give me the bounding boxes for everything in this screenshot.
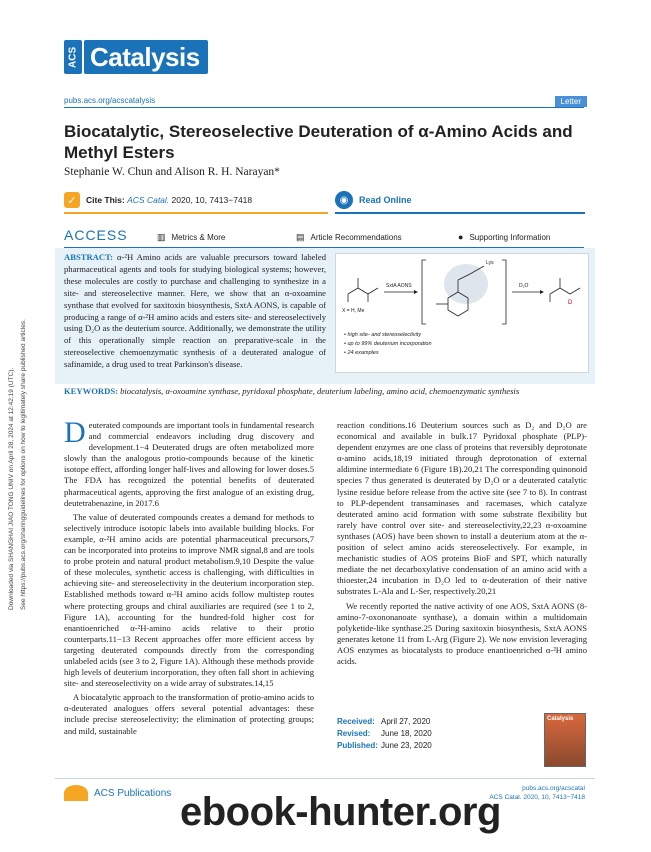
access-bar xyxy=(64,227,584,248)
cite-journal[interactable]: ACS Catal. xyxy=(127,195,170,205)
toc-x-label: X = H, Me xyxy=(342,308,365,314)
logo-journal-name: Catalysis xyxy=(84,40,208,74)
download-side-note xyxy=(4,230,44,610)
toc-reagent-label: D₂O xyxy=(519,283,529,289)
publisher-name: ACS Publications xyxy=(94,787,172,799)
keywords xyxy=(64,386,594,396)
toc-bullet-1: • high site- and stereoselectivity xyxy=(344,332,422,338)
drop-cap: D xyxy=(64,416,86,449)
paragraph-3: A biocatalytic approach to the transformation of protio-amino acids to α-deuterated analogues offers several potential advantages: these include precise stereoselectivity; the elimination of protecting groups; and mild, sustainable xyxy=(64,692,314,736)
paragraph-1 xyxy=(64,416,314,509)
footer-url[interactable]: pubs.acs.org/acscatal xyxy=(522,785,585,792)
product-structure xyxy=(550,278,580,302)
published-label: Published: xyxy=(337,741,378,750)
abstract-body: α-²H Amino acids are valuable precursors toward labeled pharmaceutical agents and tools for studying biological systems; however, these molecules are costly to purchase and challenging to synthesize in a site- and stereoselective manner. Here, we show that an α-oxoamine synthase that evolved for saxitoxin biosynthesis, SxtA AONS, is capable of producing a range of α-²H amino acids and esters site- and stereoselectively using D₂O as the deuterium source. Additionally, we demonstrate the utility of this operationally simple reaction on preparative-scale in the stereoselective chemoenzymatic synthesis of a deuterated analogue of safinamide, a drug used to treat Parkinson's disease. xyxy=(64,252,326,370)
cover-title: Catalysis xyxy=(547,716,574,722)
si-icon: ● xyxy=(458,232,464,242)
supporting-info-link[interactable] xyxy=(458,232,550,242)
published-date: June 23, 2020 xyxy=(381,741,432,750)
cite-this-box[interactable] xyxy=(64,188,328,214)
side-note-line2: See https://pubs.acs.org/sharingguidelines for options on how to legitimately share published articles. xyxy=(20,319,27,610)
article-icon: ▤ xyxy=(296,232,305,242)
article-title: Biocatalytic, Stereoselective Deuteration of α-Amino Acids and Methyl Esters xyxy=(64,122,573,162)
cite-label: Cite This: xyxy=(86,195,125,205)
journal-url-link[interactable]: pubs.acs.org/acscatalysis xyxy=(64,96,156,105)
side-note-line1: Downloaded via SHANGHAI JIAO TONG UNIV on April 28, 2024 at 12:42:19 (UTC). xyxy=(8,367,15,610)
metrics-link[interactable] xyxy=(157,232,225,243)
metrics-label: Metrics & More xyxy=(171,233,226,242)
enzyme-blob xyxy=(444,264,488,304)
revised-date: June 18, 2020 xyxy=(381,729,432,738)
header-divider xyxy=(64,107,584,108)
recommendations-link[interactable] xyxy=(296,232,402,243)
toc-lys-label: Lys xyxy=(486,260,494,266)
article-authors: Stephanie W. Chun and Alison R. H. Narayan* xyxy=(64,166,280,178)
arrow-2-head xyxy=(540,290,544,294)
received-date: April 27, 2020 xyxy=(381,717,431,726)
globe-icon: ◉ xyxy=(335,191,353,209)
bracket-right xyxy=(502,260,506,324)
paragraph-1-text: euterated compounds are important tools in fundamental research and commercial endeavors including drug discovery and development.1−4 Deuterated drugs are often metabolized more slowly than the analogous protio-compounds because of the kinetic isotope effect, affording longer half-lives and allowing for lower doses.5 The FDA has recognized the potential benefits of deuterated pharmaceutical agents, approving the first analogue of an existing drug, deutetrabenazine, in 2017.6 xyxy=(64,420,314,508)
footer-divider xyxy=(55,778,595,779)
bracket-left xyxy=(422,260,426,324)
footer-citation xyxy=(489,784,585,802)
acs-mark-icon xyxy=(64,785,88,801)
journal-cover-thumbnail[interactable] xyxy=(544,713,586,767)
cite-text xyxy=(86,195,252,205)
footer-ref: ACS Catal. 2020, 10, 7413−7418 xyxy=(489,794,585,801)
toc-graphic xyxy=(335,253,589,373)
toc-scheme xyxy=(336,254,588,372)
article-type-badge: Letter xyxy=(555,96,587,107)
abstract-label: ABSTRACT: xyxy=(64,252,114,262)
product-d-label: D xyxy=(568,300,573,306)
watermark-text: ebook-hunter.org xyxy=(180,790,501,834)
acs-publications-logo[interactable] xyxy=(64,785,171,801)
read-online-button[interactable] xyxy=(335,188,585,214)
received-label: Received: xyxy=(337,717,375,726)
keywords-list: biocatalysis, α-oxoamine synthase, pyridoxal phosphate, deuterium labeling, amino acid, chemoenzymatic synthesis xyxy=(120,386,520,396)
paragraph-4: reaction conditions.16 Deuterium sources such as D₂ and D₂O are economical and available in bulk.17 Pyridoxal phosphate (PLP)-dependent enzymes are one class of proteins that reversibly deprotonate α-amino acids,18,19 initiated through deprotonation of external aldimine intermediate 6 (Figure 1B).20,21 The corresponding quinonoid species 7 thus generated is deuterated by D₂O or a deuterated catalytic lysine residue before release from the active site (see 7 to 8). In contrast to PLP-dependent transaminases and racemases, which catalyze deuterated amino acid formation with some substrate flexibility but rarely have control over site- and stereoselectivity,22,23 α-oxoamine synthases (AOS) have been shown to install a deuterium atom at the α-position of select amino acids stereoselectively. For example, in mechanistic studies of AOS proteins BioF and SPT, which naturally mediate the net decarboxylative condensation of an amino acid with a thioester,24 incubation in D₂O led to α-deuteration of their native substrates L-Ala and L-Ser, respectively.20,21 xyxy=(337,420,587,597)
revised-label: Revised: xyxy=(337,729,371,738)
logo-acs-mark: ACS xyxy=(64,40,82,74)
keywords-label: KEYWORDS: xyxy=(64,386,118,396)
body-left-column xyxy=(64,416,314,740)
paragraph-5: We recently reported the native activity of one AOS, SxtA AONS (8-amino-7-oxononanoate synthase), a domain within a multidomain polyketide-like synthase.25 During saxitoxin biosynthesis, SxtA AONS generates ketone 11 from L-Arg (Figure 2). We now envision leveraging AOS enzymes as biocatalysts to produce enantioenriched α-²H amino acids. xyxy=(337,600,587,666)
read-online-label: Read Online xyxy=(359,195,412,205)
access-label: ACCESS xyxy=(64,227,128,243)
arrow-1-head xyxy=(414,290,418,294)
abstract xyxy=(64,252,326,371)
toc-bullet-2: • up to 99% deuterium incorporation xyxy=(344,341,432,347)
recommendations-label: Article Recommendations xyxy=(310,233,402,242)
check-icon: ✓ xyxy=(64,192,80,208)
publication-dates xyxy=(337,716,432,752)
toc-bullet-3: • 24 examples xyxy=(344,350,379,356)
bar-chart-icon: ▥ xyxy=(157,232,166,242)
cite-ref: 2020, 10, 7413−7418 xyxy=(171,195,253,205)
journal-logo[interactable] xyxy=(64,40,208,74)
substrate-structure xyxy=(348,278,378,302)
supporting-label: Supporting Information xyxy=(469,232,551,242)
body-right-column xyxy=(337,420,587,670)
paragraph-2: The value of deuterated compounds creates a demand for methods to selectively introduce isotopic labels into available building blocks. For example, α-²H amino acids are potential pharmaceutical precursors,7 can be incorporated into proteins to improve NMR signal,8 and are tools to probe protein and natural product metabolism.9,10 Despite the value of these molecules, synthetic access is challenging, with difficulties in achieving site- and stereoselectivity in the deuterium incorporation step. Established methods toward α-²H amino acids follow multistep routes where protecting groups and chiral auxiliaries are required (see 1 to 2, Figure 1A), accounting for the hundred-fold higher cost for enantioenriched α-²H-amino acids relative to their protio counterparts.11−13 Recent approaches offer more efficient access by targeting deuterated compounds directly from the corresponding unlabeled acids (see 3 to 2, Figure 1A). Although these methods provide high levels of deuterium incorporation, they often fall short in achieving site- and stereoselectivity on a wide array of substrates.14,15 xyxy=(64,511,314,689)
toc-enzyme-label: SxtA AONS xyxy=(386,283,412,289)
